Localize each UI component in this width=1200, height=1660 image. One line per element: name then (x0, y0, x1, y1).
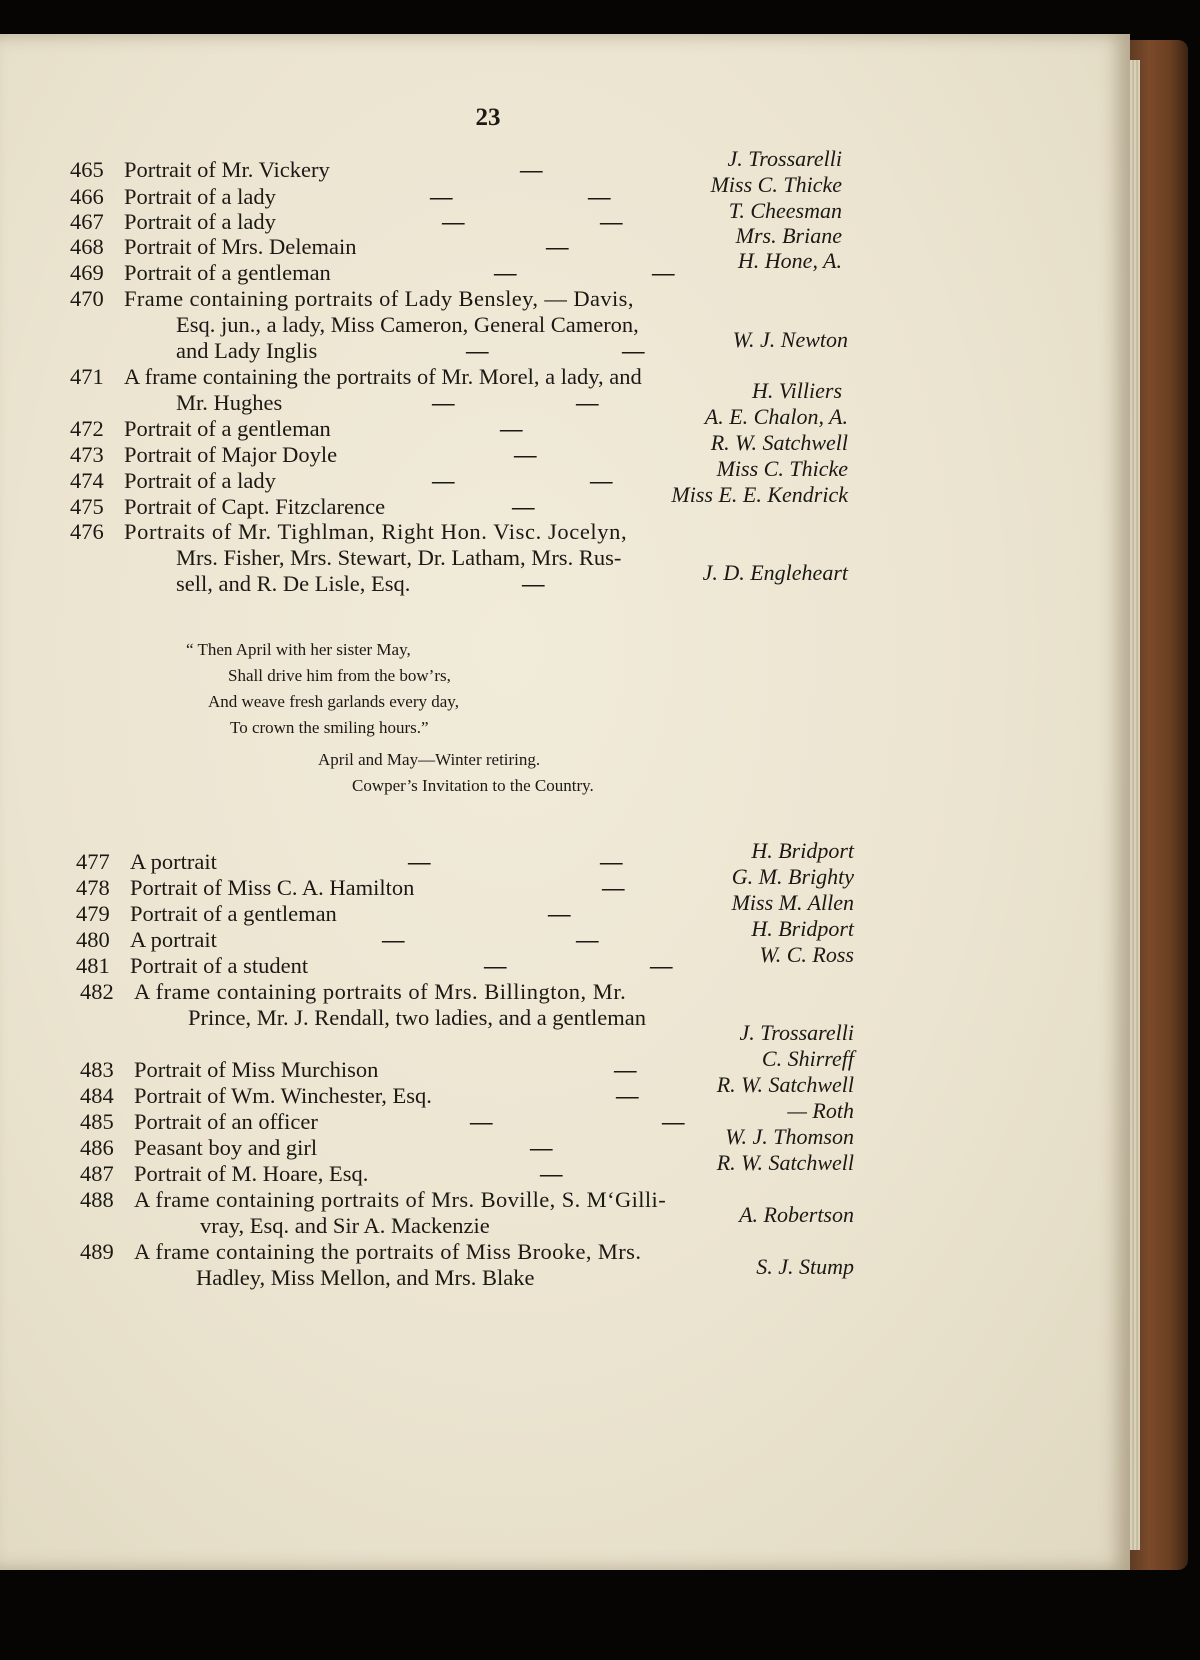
entry-title-cont: vray, Esq. and Sir A. Mackenzie (200, 1213, 490, 1238)
leader-dash: — (540, 1161, 563, 1186)
leader-dash: — (494, 260, 517, 285)
entry-title: Portrait of Wm. Winchester, Esq. (134, 1083, 432, 1108)
artist-name: J. D. Engleheart (702, 560, 848, 585)
entry-title: Portrait of Miss Murchison (134, 1057, 379, 1082)
entry-title-cont: Hadley, Miss Mellon, and Mrs. Blake (196, 1265, 535, 1290)
entry-number: 483 (80, 1057, 114, 1082)
leader-dash: — (470, 1109, 493, 1134)
artist-name: C. Shirreff (761, 1046, 854, 1071)
entry-number: 469 (70, 260, 104, 285)
entry-title: Portrait of a student (130, 953, 309, 978)
entry-number: 478 (76, 875, 110, 900)
artist-name: S. J. Stump (756, 1254, 854, 1279)
entry-title: Portrait of a lady (124, 468, 276, 493)
artist-name: Miss C. Thicke (716, 456, 848, 481)
artist-name: T. Cheesman (728, 198, 842, 223)
entry-title: Portrait of M. Hoare, Esq. (134, 1161, 369, 1186)
quote-attribution: Cowper’s Invitation to the Country. (352, 776, 594, 795)
entry-number: 481 (76, 953, 110, 978)
entry-title: Portrait of a gentleman (124, 260, 331, 285)
artist-name: W. J. Newton (732, 327, 848, 352)
leader-dash: — (500, 416, 523, 441)
artist-name: Mrs. Briane (735, 223, 842, 248)
artist-name: G. M. Brighty (731, 864, 854, 889)
leader-dash: — (530, 1135, 553, 1160)
entry-title: A frame containing portraits of Mrs. Boville, S. M‘Gilli- (134, 1187, 667, 1212)
entry-number: 477 (76, 849, 110, 874)
leader-dash: — (522, 571, 545, 596)
leader-dash: — (600, 849, 623, 874)
entry-title: Portrait of Major Doyle (124, 442, 338, 467)
entry-number: 488 (80, 1187, 114, 1212)
quote-attribution: April and May—Winter retiring. (318, 750, 541, 769)
leader-dash: — (432, 468, 455, 493)
entry-title: Portrait of Capt. Fitzclarence (124, 494, 386, 519)
quote-line: Shall drive him from the bow’rs, (228, 666, 451, 685)
artist-name: A. Robertson (739, 1202, 854, 1227)
entry-number: 471 (70, 364, 104, 389)
leader-dash: — (484, 953, 507, 978)
entry-title: Portrait of an officer (134, 1109, 318, 1134)
entry-title: Portrait of Mrs. Delemain (124, 234, 357, 259)
artist-name: R. W. Satchwell (716, 1072, 854, 1097)
entry-title: Portrait of a gentleman (130, 901, 337, 926)
artist-name: A. E. Chalon, A. (704, 404, 848, 429)
entry-title: Portrait of Mr. Vickery (124, 157, 330, 182)
artist-name: J. Trossarelli (727, 146, 842, 171)
artist-name: Miss E. E. Kendrick (671, 482, 848, 507)
leader-dash: — (442, 209, 465, 234)
entry-number: 467 (70, 209, 104, 234)
entry-number: 466 (70, 184, 104, 209)
entry-title: A frame containing the portraits of Mr. Morel, a lady, and (124, 364, 642, 389)
entry-title-cont: sell, and R. De Lisle, Esq. (176, 571, 411, 596)
leader-dash: — (408, 849, 431, 874)
entry-title: Portrait of a lady (124, 184, 276, 209)
leader-dash: — (520, 157, 543, 182)
entry-number: 479 (76, 901, 110, 926)
leader-dash: — (652, 260, 675, 285)
artist-name: Miss C. Thicke (710, 172, 842, 197)
leader-dash: — (548, 901, 571, 926)
quote-line: And weave fresh garlands every day, (208, 692, 459, 711)
leader-dash: — (616, 1083, 639, 1108)
leader-dash: — (512, 494, 535, 519)
entry-title: Portrait of Miss C. A. Hamilton (130, 875, 415, 900)
leader-dash: — (650, 953, 673, 978)
artist-name: H. Bridport (751, 916, 854, 941)
leader-dash: — (576, 390, 599, 415)
entry-number: 484 (80, 1083, 114, 1108)
entry-number: 468 (70, 234, 104, 259)
entry-number: 486 (80, 1135, 114, 1160)
leader-dash: — (466, 338, 489, 363)
leader-dash: — (382, 927, 405, 952)
entry-number: 470 (70, 286, 104, 311)
entry-title-cont: Esq. jun., a lady, Miss Cameron, General Cameron, (176, 312, 639, 337)
leader-dash: — (514, 442, 537, 467)
entry-number: 474 (70, 468, 104, 493)
entry-number: 465 (70, 157, 104, 182)
entry-title-cont: Mr. Hughes (176, 390, 283, 415)
artist-name: J. Trossarelli (739, 1020, 854, 1045)
artist-name: W. J. Thomson (725, 1124, 854, 1149)
entry-title-cont: Prince, Mr. J. Rendall, two ladies, and a gentleman (188, 1005, 647, 1030)
entry-number: 482 (80, 979, 114, 1004)
entry-number: 472 (70, 416, 104, 441)
entry-number: 487 (80, 1161, 114, 1186)
entry-number: 480 (76, 927, 110, 952)
entry-title: Portrait of a gentleman (124, 416, 331, 441)
leader-dash: — (622, 338, 645, 363)
entry-title: A frame containing the portraits of Miss Brooke, Mrs. (134, 1239, 642, 1264)
artist-name: H. Bridport (751, 838, 854, 863)
page-number: 23 (475, 104, 501, 131)
entry-title: Portraits of Mr. Tighlman, Right Hon. Visc. Jocelyn, (124, 519, 628, 544)
entry-number: 485 (80, 1109, 114, 1134)
artist-name: R. W. Satchwell (710, 430, 848, 455)
leader-dash: — (432, 390, 455, 415)
leader-dash: — (590, 468, 613, 493)
quote-line: To crown the smiling hours.” (230, 718, 429, 737)
leader-dash: — (588, 184, 611, 209)
leader-dash: — (662, 1109, 685, 1134)
entry-title: Portrait of a lady (124, 209, 276, 234)
entry-number: 476 (70, 519, 104, 544)
entry-title-cont: Mrs. Fisher, Mrs. Stewart, Dr. Latham, Mrs. Rus- (176, 545, 622, 570)
leader-dash: — (546, 234, 569, 259)
artist-name: W. C. Ross (759, 942, 854, 967)
artist-name: Miss M. Allen (731, 890, 854, 915)
entry-number: 475 (70, 494, 104, 519)
artist-name: H. Hone, A. (737, 248, 842, 273)
entry-title: A portrait (130, 849, 217, 874)
entry-number: 489 (80, 1239, 114, 1264)
leader-dash: — (430, 184, 453, 209)
entry-title: A frame containing portraits of Mrs. Billington, Mr. (134, 979, 627, 1004)
leader-dash: — (576, 927, 599, 952)
entry-title: Frame containing portraits of Lady Bensley, — Davis, (124, 286, 634, 311)
entry-title: Peasant boy and girl (134, 1135, 318, 1160)
entry-number: 473 (70, 442, 104, 467)
entry-title: A portrait (130, 927, 217, 952)
artist-name: R. W. Satchwell (716, 1150, 854, 1175)
quote-line: “ Then April with her sister May, (186, 640, 411, 659)
leader-dash: — (600, 209, 623, 234)
artist-name: H. Villiers (751, 378, 842, 403)
leader-dash: — (602, 875, 625, 900)
entry-title-cont: and Lady Inglis (176, 338, 318, 363)
artist-name: — Roth (787, 1098, 854, 1123)
leader-dash: — (614, 1057, 637, 1082)
